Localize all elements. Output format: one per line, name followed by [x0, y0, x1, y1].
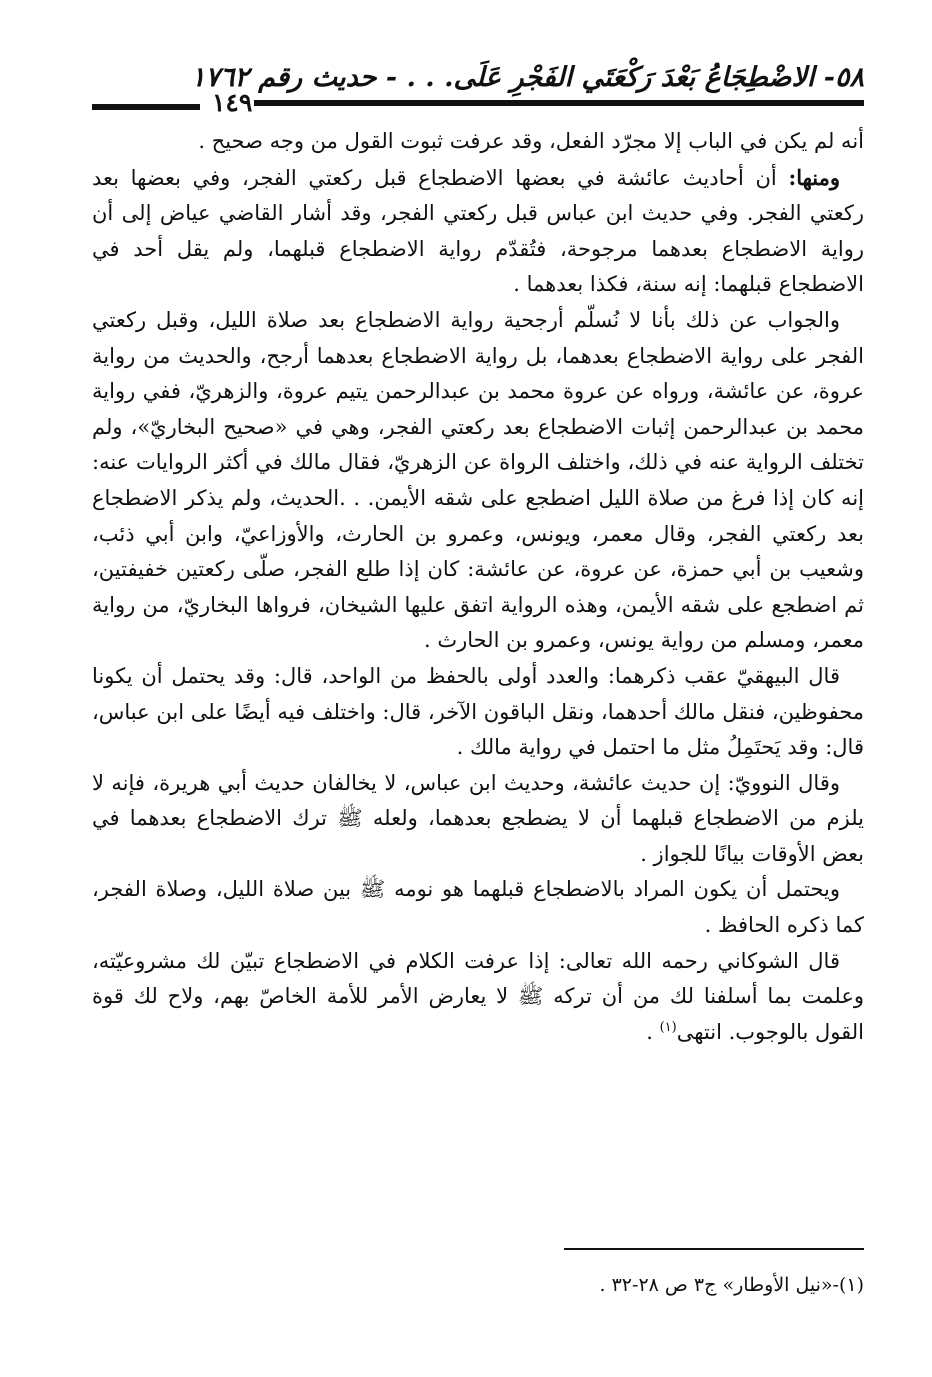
paragraph-4: قال البيهقيّ عقب ذكرهما: والعدد أولى بالحفظ من الواحد، قال: وقد يحتمل أن يكونا محفوظين، فنقل مالك أحدهما، ونقل الباقون الآخر، قال: واختلف فيه أيضًا على ابن عباس، قال: وقد يَحتَمِلُ مثل ما احتمل في رواية مالك . [92, 663, 864, 760]
paragraph-2 [92, 160, 864, 303]
paragraph-1: أنه لم يكن في الباب إلا مجرّد الفعل، وقد عرفت ثبوت القول من وجه صحيح . [198, 129, 864, 153]
header-rule-left [92, 104, 200, 110]
body-text [92, 124, 864, 1050]
running-title: ٥٨- الاضْطِجَاعُ بَعْدَ رَكْعَتَي الفَجْرِ عَلَى. . . - حديث رقم ١٧٦٢ [190, 62, 864, 93]
paragraph-3: والجواب عن ذلك بأنا لا نُسلّم أرجحية رواية الاضطجاع بعد صلاة الليل، وقبل ركعتي الفجر على رواية الاضطجاع بعدهما، بل رواية الاضطجاع بعدهما أرجح، والحديث من رواية عروة، عن عائشة، ورواه عن عروة محمد بن عبدالرحمن يتيم عروة، والزهريّ، ففي رواية محمد بن عبدالرحمن إثبات الاضطجاع بعد ركعتي الفجر، وهي في «صحيح البخاريّ»، ولم تختلف الرواية عنه في ذلك، واختلف الرواة عن الزهريّ، فقال مالك في أكثر الروايات عنه: إنه كان إذا فرغ من صلاة الليل اضطجع على شقه الأيمن. . .الحديث، ولم يذكر الاضطجاع بعد ركعتي الفجر، وقال معمر، ويونس، وعمرو بن الحارث، والأوزاعيّ، وابن أبي ذئب، وشعيب بن أبي حمزة، عن عروة، عن عائشة: كان إذا طلع الفجر، صلّى ركعتين خفيفتين، ثم اضطجع على شقه الأيمن، وهذه الرواية اتفق عليها الشيخان، فرواها البخاريّ، من رواية معمر، ومسلم من رواية يونس، وعمرو بن الحارث . [92, 307, 864, 653]
paragraph-7-text: قال الشوكاني رحمه الله تعالى: إذا عرفت الكلام في الاضطجاع تبيّن لك مشروعيّته، وعلمت بما أسلفنا لك من أن تركه ﷺ لا يعارض الأمر للأمة الخاصّ بهم، ولاح لك قوة القول بالوجوب. انتهى [92, 948, 864, 1044]
paragraph-7 [92, 944, 864, 1051]
page-header [92, 58, 864, 124]
header-rule-right [254, 100, 864, 106]
document-page [92, 58, 864, 1348]
footnote-divider [564, 1248, 864, 1250]
page-number: ١٤٩ [212, 88, 253, 117]
footnote-marker: (١) [659, 1019, 677, 1035]
paragraph-2-text: أن أحاديث عائشة في بعضها الاضطجاع قبل ركعتي الفجر، وفي بعضها بعد ركعتي الفجر. وفي حديث ابن عباس قبل ركعتي الفجر، وقد أشار القاضي عياض إلى أن رواية الاضطجاع بعدهما مرجوحة، فتُقدّم رواية الاضطجاع قبلهما، ولم يقل أحد في الاضطجاع قبلهما: إنه سنة، فكذا بعدهما . [92, 165, 864, 297]
paragraph-6: ويحتمل أن يكون المراد بالاضطجاع قبلهما هو نومه ﷺ بين صلاة الليل، وصلاة الفجر، كما ذكره الحافظ . [92, 877, 864, 938]
paragraph-7-end: . [646, 1019, 660, 1044]
footnote: (١)-«نيل الأوطار» ج٣ ص ٢٨-٣٢ . [599, 1274, 864, 1296]
paragraph-2-lead: ومنها: [788, 164, 840, 190]
paragraph-5: وقال النوويّ: إن حديث عائشة، وحديث ابن عباس، لا يخالفان حديث أبي هريرة، فإنه لا يلزم من الاضطجاع قبلهما أن لا يضطجع بعدهما، ولعله ﷺ ترك الاضطجاع بعدهما في بعض الأوقات بيانًا للجواز . [92, 770, 864, 866]
